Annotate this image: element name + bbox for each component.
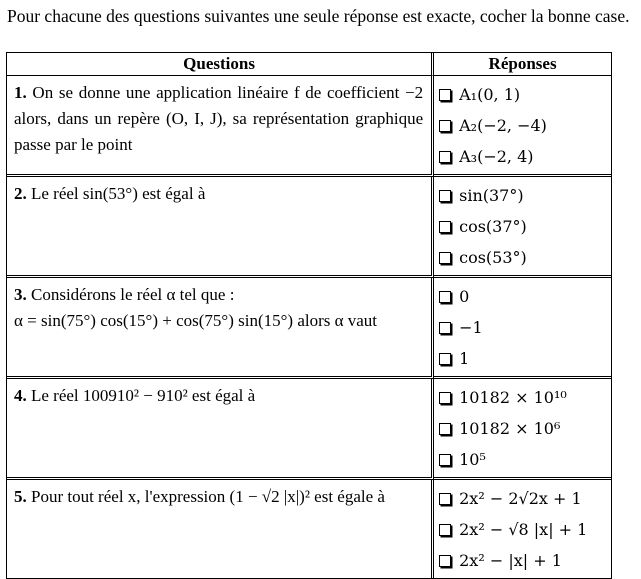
answer-option[interactable] <box>439 545 611 576</box>
checkbox[interactable] <box>439 493 451 505</box>
answer-option[interactable] <box>439 211 611 242</box>
answer-label: 10182 × 10⁶ <box>459 419 561 438</box>
question-text: Le réel sin(53°) est égal à <box>31 184 206 203</box>
checkbox[interactable] <box>439 524 451 536</box>
answer-option[interactable] <box>439 242 611 273</box>
answer-option[interactable] <box>439 312 611 343</box>
checkbox[interactable] <box>439 392 451 404</box>
question-row-4 <box>7 379 611 480</box>
answer-label: 1 <box>459 349 470 368</box>
question-2 <box>7 177 431 211</box>
checkbox[interactable] <box>439 151 451 163</box>
checkbox[interactable] <box>439 353 451 365</box>
answer-option[interactable] <box>439 110 611 141</box>
question-3 <box>7 278 431 338</box>
answer-option[interactable] <box>439 180 611 211</box>
answer-label: 0 <box>459 287 470 306</box>
answer-label: 2x² − √8 |x| + 1 <box>459 520 588 539</box>
answer-label: A₁(0, 1) <box>459 85 521 104</box>
answer-label: cos(53°) <box>459 248 527 267</box>
answer-list <box>434 76 611 174</box>
answer-label: A₂(−2, −4) <box>459 116 547 135</box>
question-number: 4. <box>14 386 27 405</box>
instruction-text: Pour chacune des questions suivantes une seule réponse est exacte, cocher la bonne case. <box>7 6 630 26</box>
answer-list <box>434 480 611 578</box>
question-text: Considérons le réel α tel que : α = sin(75°) cos(15°) + cos(75°) sin(15°) alors α vaut <box>14 285 378 330</box>
question-text: Pour tout réel x, l'expression (1 − √2 |x|)² est égale à <box>31 487 385 506</box>
checkbox[interactable] <box>439 120 451 132</box>
checkbox[interactable] <box>439 423 451 435</box>
question-row-1 <box>7 76 611 177</box>
answer-option[interactable] <box>439 413 611 444</box>
answer-label: A₃(−2, 4) <box>459 147 534 166</box>
header-reponses: Réponses <box>434 53 611 76</box>
checkbox[interactable] <box>439 221 451 233</box>
question-row-3 <box>7 278 611 379</box>
qcm-table <box>6 52 612 579</box>
question-number: 1. <box>14 83 27 102</box>
checkbox[interactable] <box>439 454 451 466</box>
header-questions: Questions <box>7 53 434 76</box>
answer-option[interactable] <box>439 343 611 374</box>
question-row-5 <box>7 480 611 578</box>
answer-option[interactable] <box>439 79 611 110</box>
answer-label: 10⁵ <box>459 450 486 469</box>
answer-list <box>434 278 611 376</box>
answer-list <box>434 177 611 275</box>
question-5 <box>7 480 431 514</box>
answer-label: sin(37°) <box>459 186 524 205</box>
question-1 <box>7 76 431 162</box>
checkbox[interactable] <box>439 252 451 264</box>
answer-label: 10182 × 10¹⁰ <box>459 388 567 407</box>
answer-option[interactable] <box>439 483 611 514</box>
checkbox[interactable] <box>439 322 451 334</box>
question-text: Le réel 100910² − 910² est égal à <box>31 386 256 405</box>
answer-label: 2x² − 2√2x + 1 <box>459 489 582 508</box>
answer-label: 2x² − |x| + 1 <box>459 551 562 570</box>
question-4 <box>7 379 431 413</box>
answer-option[interactable] <box>439 141 611 172</box>
checkbox[interactable] <box>439 291 451 303</box>
checkbox[interactable] <box>439 555 451 567</box>
answer-option[interactable] <box>439 382 611 413</box>
answer-option[interactable] <box>439 514 611 545</box>
answer-label: −1 <box>459 318 483 337</box>
answer-option[interactable] <box>439 281 611 312</box>
answer-list <box>434 379 611 477</box>
question-number: 5. <box>14 487 27 506</box>
answer-label: cos(37°) <box>459 217 527 236</box>
question-text: On se donne une application linéaire f de coefficient −2 alors, dans un repère (O, I, J), sa représentation graphique passe par le point <box>14 83 424 154</box>
checkbox[interactable] <box>439 89 451 101</box>
answer-option[interactable] <box>439 444 611 475</box>
checkbox[interactable] <box>439 190 451 202</box>
question-row-2 <box>7 177 611 278</box>
question-number: 2. <box>14 184 27 203</box>
table-header-row <box>7 53 611 76</box>
question-number: 3. <box>14 285 27 304</box>
